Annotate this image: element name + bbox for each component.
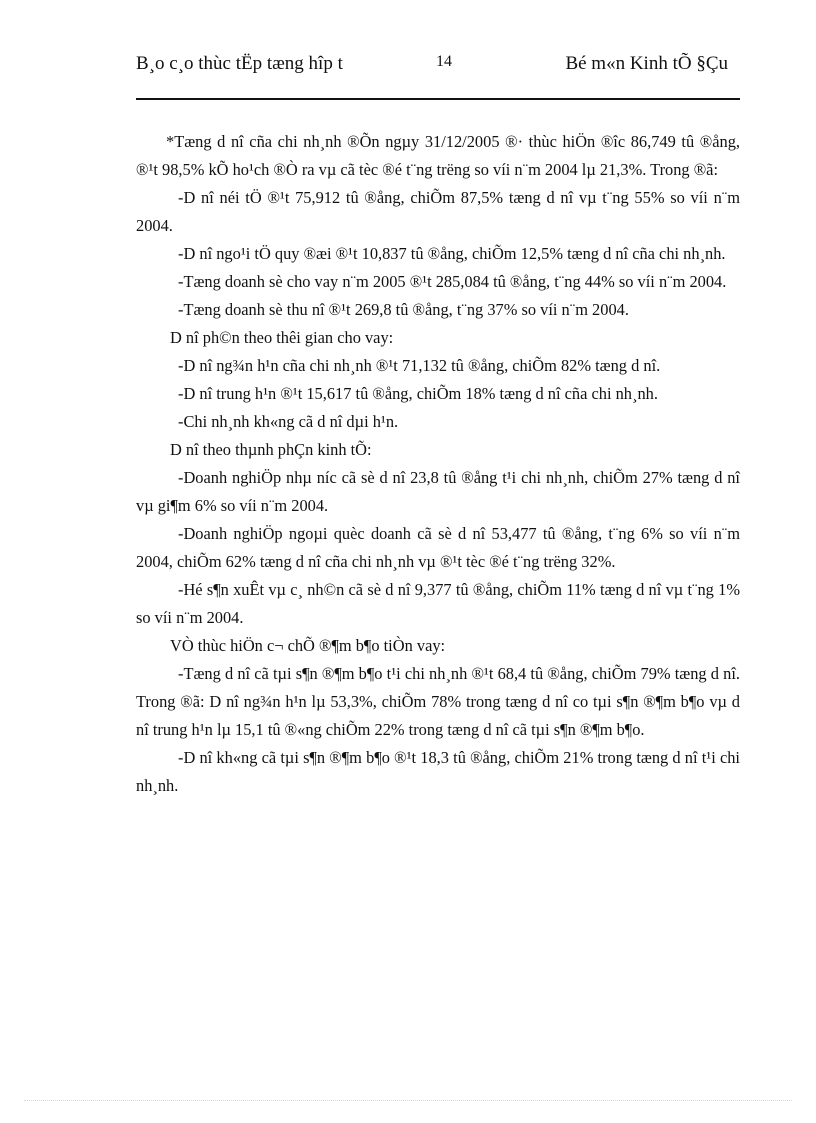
- paragraph-households-individuals: -Hé s¶n xuÊt vµ c¸ nh©n cã sè d nî 9,377 tû ®ång, chiÕm 11% tæng d nî vµ t¨ng 1% so víi n¨m 2004.: [136, 580, 740, 627]
- paragraph-foreign-currency-loans: -D nî ngo¹i tÖ quy ®æi ®¹t 10,837 tû ®ång, chiÕm 12,5% tæng d nî cña chi nh¸nh.: [178, 244, 726, 263]
- footer-divider: [24, 1100, 792, 1101]
- paragraph-unsecured-loans: -D nî kh«ng cã tµi s¶n ®¶m b¶o ®¹t 18,3 tû ®ång, chiÕm 21% trong tæng d nî t¹i chi nh¸nh.: [136, 748, 740, 795]
- report-title: B¸o c¸o thùc tËp tæng hîp t: [136, 53, 343, 74]
- paragraph-total-outstanding-loans: *Tæng d nî cña chi nh¸nh ®Õn ngµy 31/12/2005 ®· thùc hiÖn ®îc 86,749 tû ®ång, ®¹t 98,5% kÕ ho¹ch ®Ò ra vµ cã tèc ®é t¨ng trëng so víi n¨m 2004 lµ 21,3%. Trong ®ã:: [136, 132, 740, 179]
- document-body: [136, 128, 740, 800]
- paragraph-total-debt-collection: -Tæng doanh sè thu nî ®¹t 269,8 tû ®ång, t¨ng 37% so víi n¨m 2004.: [178, 300, 629, 319]
- page-header: [136, 48, 740, 100]
- subheading-loan-collateral: VÒ thùc hiÖn c¬ chÕ ®¶m b¶o tiÒn vay:: [170, 636, 446, 655]
- paragraph-medium-term-loans: -D nî trung h¹n ®¹t 15,617 tû ®ång, chiÕm 18% tæng d nî cña chi nh¸nh.: [178, 384, 658, 403]
- paragraph-state-enterprises: -Doanh nghiÖp nhµ níc cã sè d nî 23,8 tû ®ång t¹i chi nh¸nh, chiÕm 27% tæng d nî vµ gi¶m 6% so víi n¨m 2004.: [136, 468, 740, 515]
- paragraph-domestic-currency-loans: -D nî néi tÖ ®¹t 75,912 tû ®ång, chiÕm 87,5% tæng d nî vµ t¨ng 55% so víi n¨m 2004.: [136, 188, 740, 235]
- page-number: 14: [436, 53, 452, 70]
- paragraph-short-term-loans: -D nî ng¾n h¹n cña chi nh¸nh ®¹t 71,132 tû ®ång, chiÕm 82% tæng d nî.: [178, 356, 661, 375]
- subheading-loans-by-economic-sector: D nî theo thµnh phÇn kinh tÕ:: [170, 440, 372, 459]
- department-title: Bé m«n Kinh tÕ §Çu: [565, 53, 728, 74]
- paragraph-long-term-loans: -Chi nh¸nh kh«ng cã d nî dµi h¹n.: [178, 412, 399, 431]
- subheading-loans-by-term: D nî ph©n theo thêi gian cho vay:: [170, 328, 394, 347]
- paragraph-non-state-enterprises: -Doanh nghiÖp ngoµi quèc doanh cã sè d nî 53,477 tû ®ång, t¨ng 6% so víi n¨m 2004, chiÕm 62% tæng d nî cña chi nh¸nh vµ ®¹t tèc ®é t¨ng trëng 32%.: [136, 524, 740, 571]
- paragraph-secured-loans: -Tæng d nî cã tµi s¶n ®¶m b¶o t¹i chi nh¸nh ®¹t 68,4 tû ®ång, chiÕm 79% tæng d nî. Trong ®ã: D nî ng¾n h¹n lµ 53,3%, chiÕm 78% trong tæng d nî co tµi s¶n ®¶m b¶o vµ d nî trung h¹n lµ 15,1 tû ®«ng chiÕm 22% trong tæng d nî cã tµi s¶n ®¶m b¶o.: [136, 664, 740, 739]
- paragraph-total-lending-turnover: -Tæng doanh sè cho vay n¨m 2005 ®¹t 285,084 tû ®ång, t¨ng 44% so víi n¨m 2004.: [178, 272, 727, 291]
